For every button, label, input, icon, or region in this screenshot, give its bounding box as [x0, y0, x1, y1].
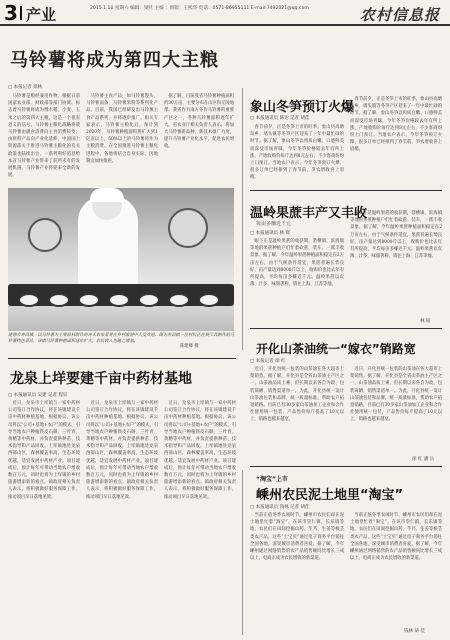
story3-author: 林 韬 — [420, 319, 431, 324]
story2-body-right: 春节前夕，正是冬笋上市的旺季。象山县高塘岛乡、墙头镇等冬笋产区迎来了一年中最忙碌的时节。据了解，象山冬笋以肉质白嫩、口感鲜美而深受市场青睐，今年冬笋价格较去年有所上涨，产地收购价每斤达到8元左右，不少客商纷纷上门预订。当地农户表示，今年冬笋预订火爆，很多订单已经排到了春节前，笋农增收喜上眉梢。 — [350, 97, 442, 153]
story5-column-3: 近日，龙泉市上垟镇与一家中药材公司签订合作协议，将在该镇建设千亩中药材种植基地。根据协议，该公司将以“公司+基地+农户”的模式，引导当地农户种植铁皮石斛、三叶青、黄精等中药材，并负责提供种苗、技术指导和产品回收。上垟镇地处龙泉西部山区，森林覆盖率高，生态环境优越，适宜发展中药材产业。项目建成后，预计每年可带动当地农户增收数百万元，同时也将为上垟镇的乡村旅游增添新的看点。镇政府相关负责人表示，将积极做好服务保障工作，推动项目早日落地见效。 — [164, 401, 236, 500]
header-divider — [20, 6, 22, 20]
story6-byline: □ 本报通讯员 钱林 记者 胡佳 — [250, 505, 310, 510]
story6-body-right: 当前正值冬季农闲时节，嵊州市农民们却在泥土地里忙着“淘宝”。在该市崇仁镇、长乐镇等地，农民们在田间挖掘山药、芋艿、生姜等根茎类农产品，这些“土宝贝”通过电子商务平台销往全国各地，深受城市消费者喜爱。据了解，今年嵊州通过网络销售的农产品销售额同比增长三成以上，电商正成为农民增收的新渠道。 — [350, 513, 442, 562]
section-rule — [250, 328, 442, 329]
story2-body-left: 春节前夕，正是冬笋上市的旺季。象山县高塘岛乡、墙头镇等冬笋产区迎来了一年中最忙碌的时节。据了解，象山冬笋以肉质白嫩、口感鲜美而深受市场青睐，今年冬笋价格较去年有所上涨，产地收购价每斤达到8元左右，不少客商纷纷上门预订。当地农户表示，今年冬笋预订火爆，很多订单已经排到了春节前，笋农增收喜上眉梢。 — [250, 125, 344, 181]
newspaper-masthead: 农村信息报 — [359, 6, 440, 24]
lead-byline: □ 本报记者 徐林 — [8, 85, 43, 90]
story4-byline: □ 本报记者 徐 红 — [250, 359, 286, 364]
story6-kicker: “淘宝”上市 — [256, 476, 288, 483]
lead-column-3: 据了解，目前我省马铃薯种植面积约30万亩，主要分布在山区和丘陵地带。我省作为南方冬作马铃薯的重要产区之一，冬种马铃薯面积逐年扩大。省农业厅相关负责人表示，将加大马铃薯新品种、新技术推广力度，提升马铃薯产业化水平，促进农民增收。 — [164, 94, 234, 150]
story5-column-1: 近日，龙泉市上垟镇与一家中药材公司签订合作协议，将在该镇建设千亩中药材种植基地。根据协议，该公司将以“公司+基地+农户”的模式，引导当地农户种植铁皮石斛、三叶青、黄精等中药材，并负责提供种苗、技术指导和产品回收。上垟镇地处龙泉西部山区，森林覆盖率高，生态环境优越，适宜发展中药材产业。项目建成后，预计每年可带动当地农户增收数百万元，同时也将为上垟镇的乡村旅游增添新的看点。镇政府相关负责人表示，将积极做好服务保障工作，推动项目早日落地见效。 — [8, 401, 80, 500]
story3-headline: 温岭果蔗丰产又丰收 — [250, 206, 368, 221]
section-rule — [250, 466, 442, 467]
lead-column-2: 马铃薯主食产品，如马铃薯馒头、马铃薯面条、马铃薯米粉等系列化产品。目前，我国已经研发出马铃薯主食产品系列，并将逐步推广。相关专家表示，马铃薯主粮化后，预计到2020年，马铃薯种植面积将扩大到1亿亩以上，50%以上的马铃薯将作为主粮消费。在全国推进马铃薯主粮化进程中，各地将结合自身实际，因地制宜加快推进。 — [86, 94, 158, 164]
story4-headline: 开化山茶油统一“嫁衣”销路宽 — [256, 342, 416, 356]
dish — [168, 293, 190, 307]
photo-caption: 建德市寿昌镇，以马铃薯为主要原料制作的各式农家菜肴在乡村旅游中大受欢迎。图为寿昌镇一位村民正在展示其制作的马铃薯特色菜品，该镇马铃薯种植面积逐年扩大，农民收入也随之增加。 — [8, 332, 235, 344]
story3-subheadline: 每亩多赚近千元 — [256, 221, 292, 227]
issue-meta-line1: 2015.1.10 星期六 编辑：梁叶 主编 ：组版：王熙华 电话：0571-86955111 E-mail:7492021@qq.com — [90, 6, 309, 11]
photo-credit: 陈建峰 摄 — [180, 344, 199, 349]
dish — [18, 293, 40, 307]
chef-hat — [90, 188, 124, 202]
dish — [198, 293, 220, 307]
story3-byline: □ 本报通讯员 林 辉 — [250, 231, 291, 236]
steamer — [28, 218, 62, 252]
story4-body-right: 近日，开化县统一包装的山茶油在各大超市上架销售。据了解，开化县是全省山茶油主产区之一，山茶油品质上乘，但长期以来各自为政、包装简陋，销售渠道单一。为此，开化县统一设计山茶油包装和品牌，统一质量标准，帮助农户拓宽销路。目前已有30多家山茶油加工企业和合作社使用统一包装，产品售价每斤提高了10元以上，销路也越来越宽。 — [350, 367, 442, 423]
story3-body-right: 眼下正是温岭果蔗的收获期，箬横镇、滨海镇等地的果蔗种植户们忙着砍蔗、装车，一派丰收景象。据了解，今年温岭果蔗种植面积稳定在2万亩左右，由于气候条件适宜，果蔗普遍长势良好，亩产量达到8000斤以上，收购价也比去年有所提高，平均每亩多赚近千元。温岭果蔗以皮薄、汁多、味甜著称，销往上海、江苏等地。 — [350, 211, 442, 260]
lead-column-1: 马铃薯是粮经兼用作物，根据日前国家农业部、财政部等部门协调，标志着马铃薯将成为继水稻、小麦、玉米之后的第四大主粮，这是一个很有意义的信号。马铃薯主粮化战略将使马铃薯由副食消费向主食消费转变、由原料产品向产业化延伸，中国国土资源部关于推进马铃薯主粮化的有关政策也陆续出台，一系列利好消息给本省马铃薯产业带来了前所未有的发展机遇。马铃薯产业将迎来全新的发展。 — [8, 94, 80, 179]
story4-body-left: 近日，开化县统一包装的山茶油在各大超市上架销售。据了解，开化县是全省山茶油主产区之一，山茶油品质上乘，但长期以来各自为政、包装简陋，销售渠道单一。为此，开化县统一设计山茶油包装和品牌，统一质量标准，帮助农户拓宽销路。目前已有30多家山茶油加工企业和合作社使用统一包装，产品售价每斤提高了10元以上，销路也越来越宽。 — [250, 367, 344, 423]
section-title: 产业 — [26, 6, 57, 24]
dish — [138, 293, 160, 307]
dish — [48, 293, 70, 307]
story5-headline: 龙泉上垟要建千亩中药材基地 — [10, 371, 192, 387]
story3-body-left: 眼下正是温岭果蔗的收获期，箬横镇、滨海镇等地的果蔗种植户们忙着砍蔗、装车，一派丰收景象。据了解，今年温岭果蔗种植面积稳定在2万亩左右，由于气候条件适宜，果蔗普遍长势良好，亩产量达到8000斤以上，收购价也比去年有所提高，平均每亩多赚近千元。温岭果蔗以皮薄、汁多、味甜著称，销往上海、江苏等地。 — [250, 239, 344, 288]
story6-headline: 嵊州农民泥土地里“淘宝” — [256, 488, 404, 503]
story2-byline: □ 本报通讯员 陈达 记者 胡佳 — [250, 116, 310, 121]
lead-photo — [8, 188, 234, 331]
story5-byline: □ 本报通讯员 吴建 记者 程钰 — [8, 393, 68, 398]
column-divider — [242, 470, 243, 635]
column-divider — [242, 88, 243, 350]
story5-column-2: 近日，龙泉市上垟镇与一家中药材公司签订合作协议，将在该镇建设千亩中药材种植基地。根据协议，该公司将以“公司+基地+农户”的模式，引导当地农户种植铁皮石斛、三叶青、黄精等中药材，并负责提供种苗、技术指导和产品回收。上垟镇地处龙泉西部山区，森林覆盖率高，生态环境优越，适宜发展中药材产业。项目建成后，预计每年可带动当地农户增收数百万元，同时也将为上垟镇的乡村旅游增添新的看点。镇政府相关负责人表示，将积极做好服务保障工作，推动项目早日落地见效。 — [86, 401, 158, 500]
section-rule — [8, 358, 236, 359]
story2-headline: 象山冬笋预订火爆 — [250, 100, 355, 115]
story4-author: 徐 红 潘 岳 — [412, 457, 435, 462]
issue-meta — [90, 6, 309, 12]
dish — [108, 293, 130, 307]
lead-headline: 马铃薯将成为第四大主粮 — [10, 50, 219, 71]
story6-author: 钱林 胡 佳 — [404, 629, 425, 634]
steamer — [168, 208, 208, 248]
story6-body-left: 当前正值冬季农闲时节，嵊州市农民们却在泥土地里忙着“淘宝”。在该市崇仁镇、长乐镇等地，农民们在田间挖掘山药、芋艿、生姜等根茎类农产品，这些“土宝贝”通过电子商务平台销往全国各地，深受城市消费者喜爱。据了解，今年嵊州通过网络销售的农产品销售额同比增长三成以上，电商正成为农民增收的新渠道。 — [250, 513, 344, 562]
page-number: 3 — [4, 1, 18, 25]
dish — [78, 293, 100, 307]
section-rule — [250, 190, 442, 191]
